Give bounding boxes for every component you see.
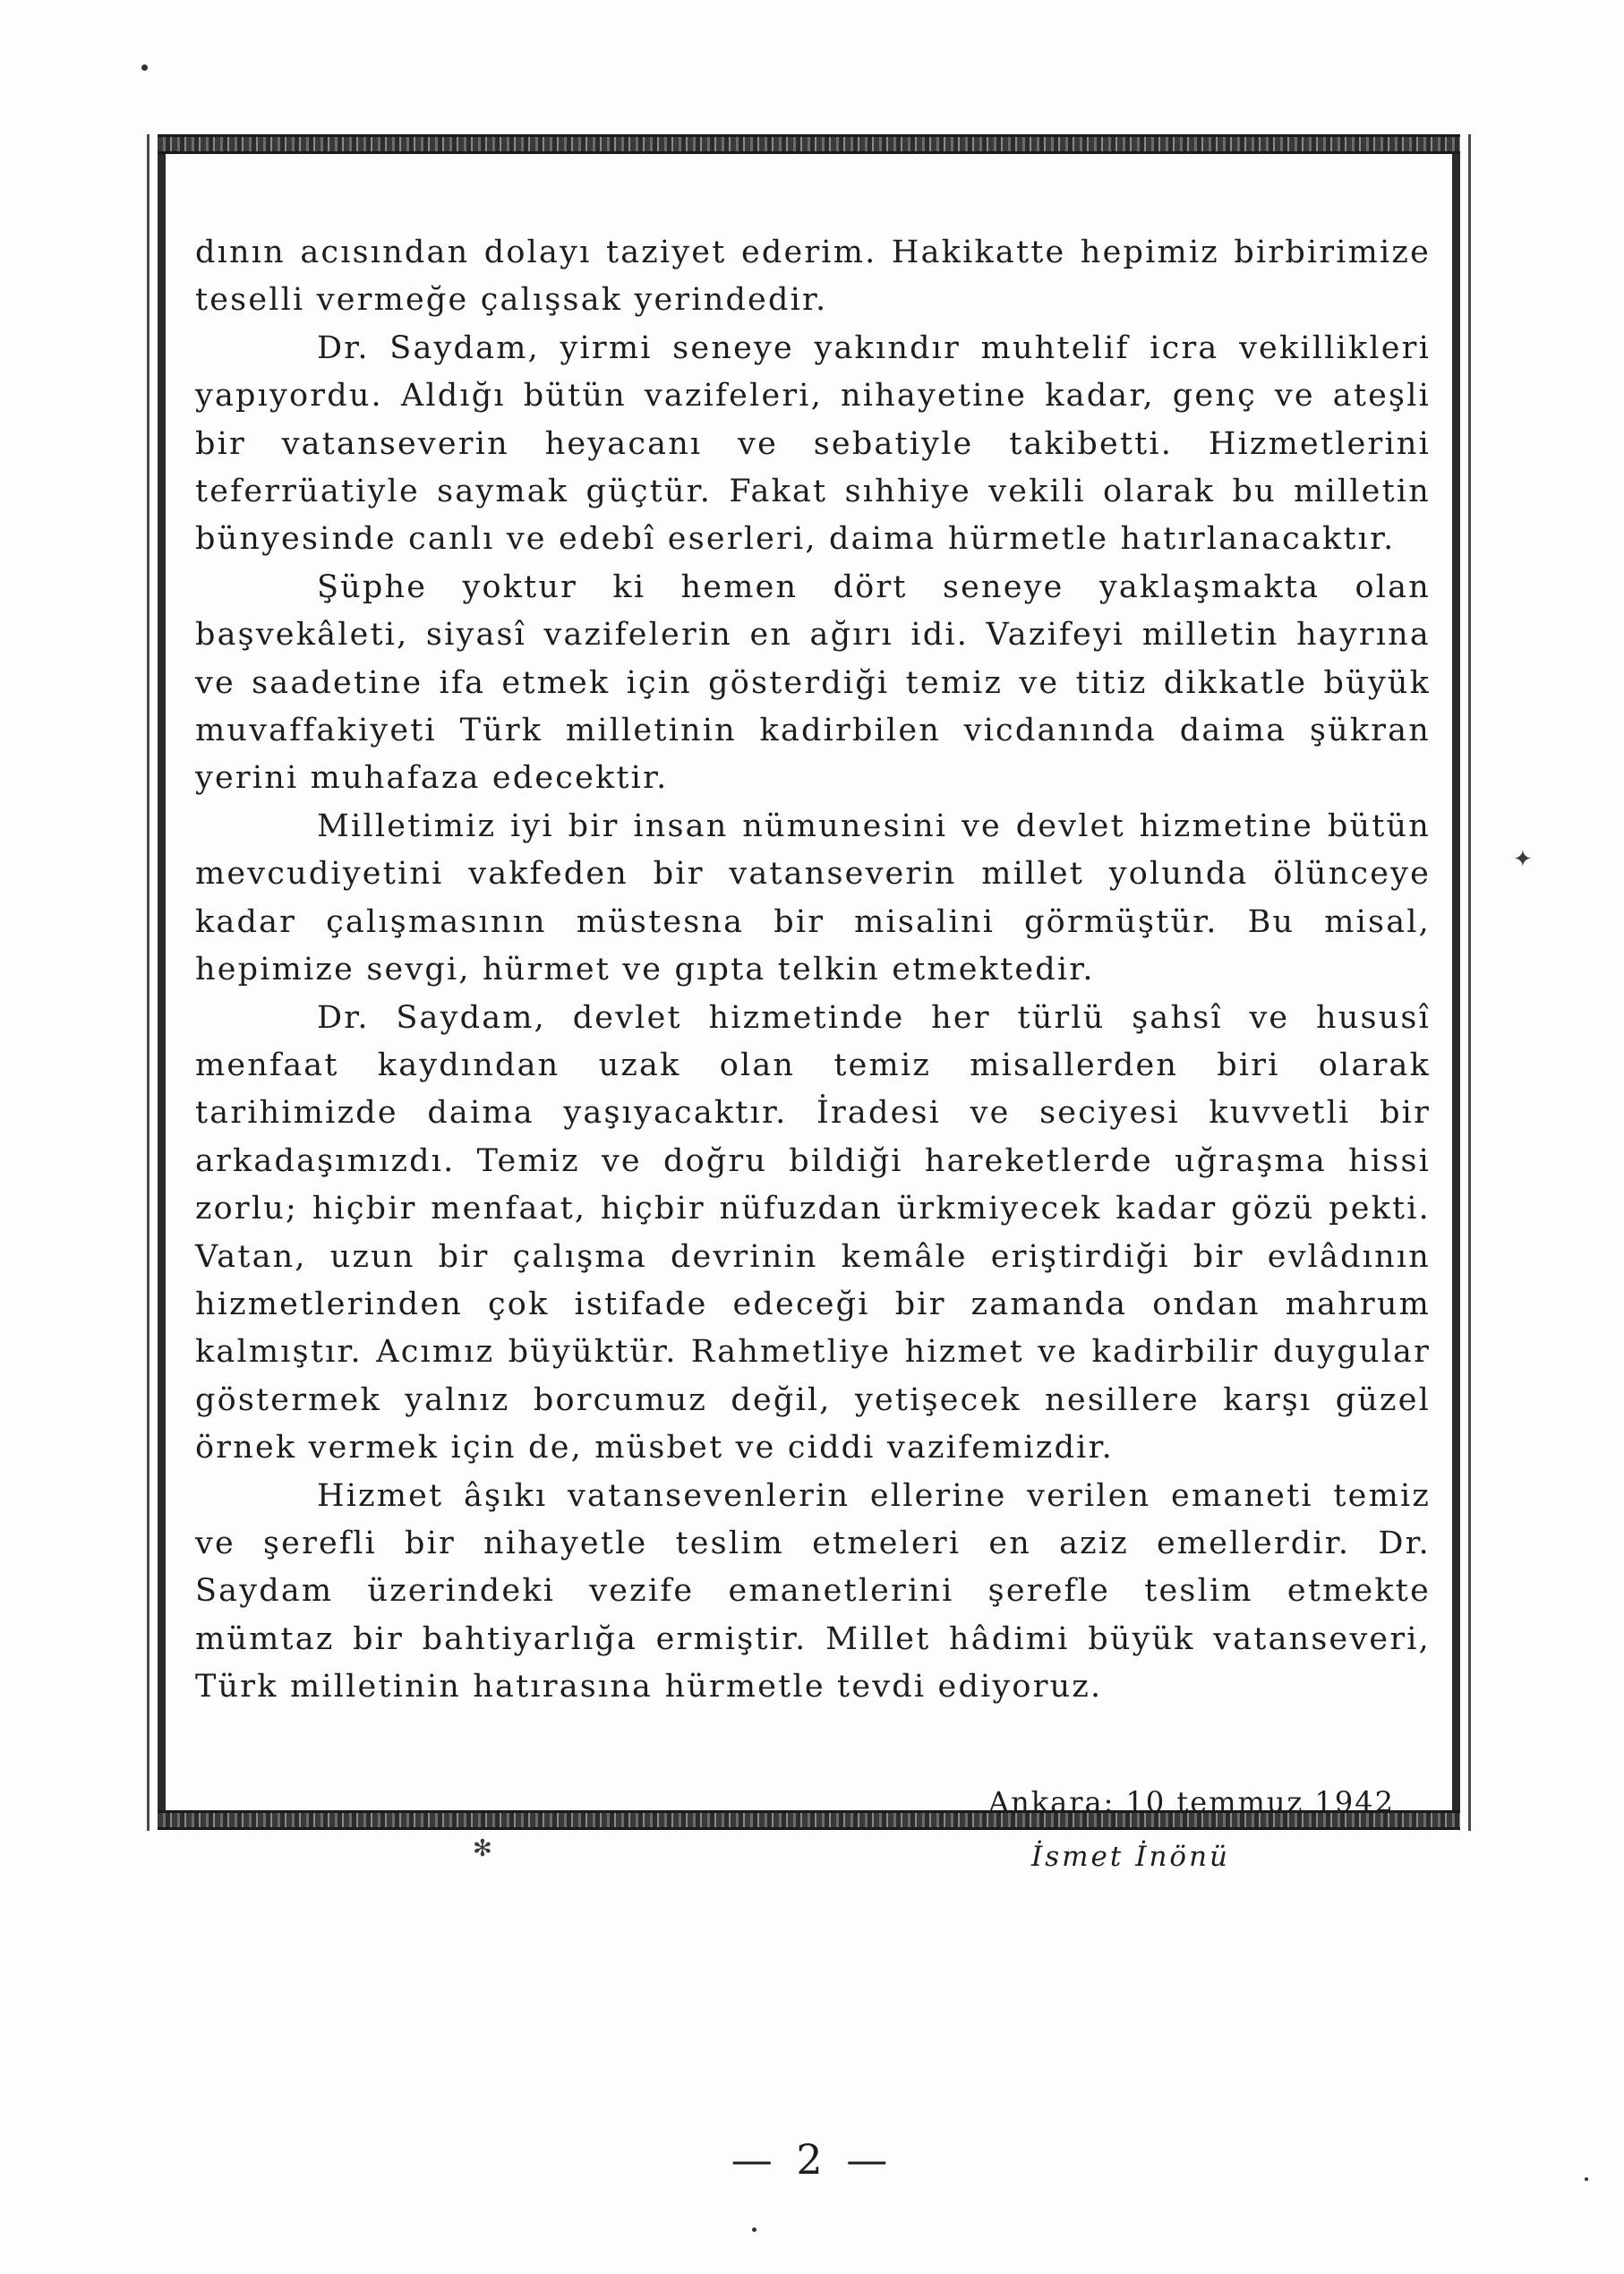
scan-speck bbox=[752, 2227, 756, 2232]
paragraph-1: dının acısından dolayı taziyet ederim. Hakikatte hepimiz birbirimize teselli vermeğe çalışsak yerindedir. bbox=[195, 235, 1431, 319]
scan-speck bbox=[141, 64, 148, 71]
paragraph-2: Dr. Saydam, yirmi seneye yakındır muhtelif icra vekillikleri yapıyordu. Aldığı bütün vazifeleri, nihayetine kadar, genç ve ateşli bir vatanseverin heyacanı ve sebatiyle takibetti. Hizmetlerini teferrüatiyle saymak güçtür. Fakat sıhhiye vekili olarak bu milletin bünyesinde canlı ve edebî eserleri, daima hürmetle hatırlanacaktır. bbox=[195, 329, 1431, 558]
paragraph-6: Hizmet âşıkı vatansevenlerin ellerine verilen emaneti temiz ve şerefli bir nihayetle teslim etmeleri en aziz emellerdir. Dr. Saydam üzerindeki vezife emanetlerini şerefle teslim etmekte mümtaz bir bahtiyarlığa ermiştir. Millet hâdimi büyük vatanseveri, Türk milletinin hatırasına hürmetle tevdi ediyoruz. bbox=[195, 1477, 1431, 1706]
letter-body bbox=[195, 229, 1431, 1712]
page-number: — 2 — bbox=[731, 2135, 893, 2184]
scan-speck bbox=[1585, 2177, 1588, 2181]
frame-top-rule bbox=[158, 134, 1460, 154]
date-line: Ankara: 10 temmuz 1942 bbox=[988, 1785, 1395, 1819]
star-mark-icon: ✦ bbox=[1513, 846, 1533, 873]
paragraph-3: Şüphe yoktur ki hemen dört seneye yaklaşmakta olan başvekâleti, siyasî vazifelerin en ağırı idi. Vazifeyi milletin hayrına ve saadetine ifa etmek için gösterdiği temiz ve titiz dikkatle büyük muvaffakiyeti Türk milletinin kadirbilen vicdanında daima şükran yerini muhafaza edecektir. bbox=[195, 568, 1431, 797]
paragraph-4: Milletimiz iyi bir insan nümunesini ve devlet hizmetine bütün mevcudiyetini vakfeden bir vatanseverin millet yolunda ölünceye kadar çalışmasının müstesna bir misalini görmüştür. Bu misal, hepimize sevgi, hürmet ve gıpta telkin etmektedir. bbox=[195, 808, 1431, 988]
frame-outer-line-right bbox=[1468, 134, 1471, 1831]
frame-outer-line-left bbox=[147, 134, 150, 1831]
paragraph-5: Dr. Saydam, devlet hizmetinde her türlü şahsî ve hususî menfaat kaydından uzak olan temiz misallerden biri olarak tarihimizde daima yaşıyacaktır. İradesi ve seciyesi kuvvetli bir arkadaşımızdı. Temiz ve doğru bildiği hareketlerde uğraşma hissi zorlu; hiçbir menfaat, hiçbir nüfuzdan ürkmiyecek kadar gözü pekti. Vatan, uzun bir çalışma devrinin kemâle eriştirdiği bir evlâdının hizmetlerinden çok istifade edeceği bir zamanda ondan mahrum kalmıştır. Acımız büyüktür. Rahmetliye hizmet ve kadirbilir duygular göstermek yalnız borcumuz değil, yetişecek nesillere karşı güzel örnek vermek için de, müsbet ve ciddi vazifemizdir. bbox=[195, 999, 1431, 1466]
signature: İsmet İnönü bbox=[1031, 1841, 1231, 1873]
asterisk-mark-icon: ✻ bbox=[473, 1835, 492, 1862]
